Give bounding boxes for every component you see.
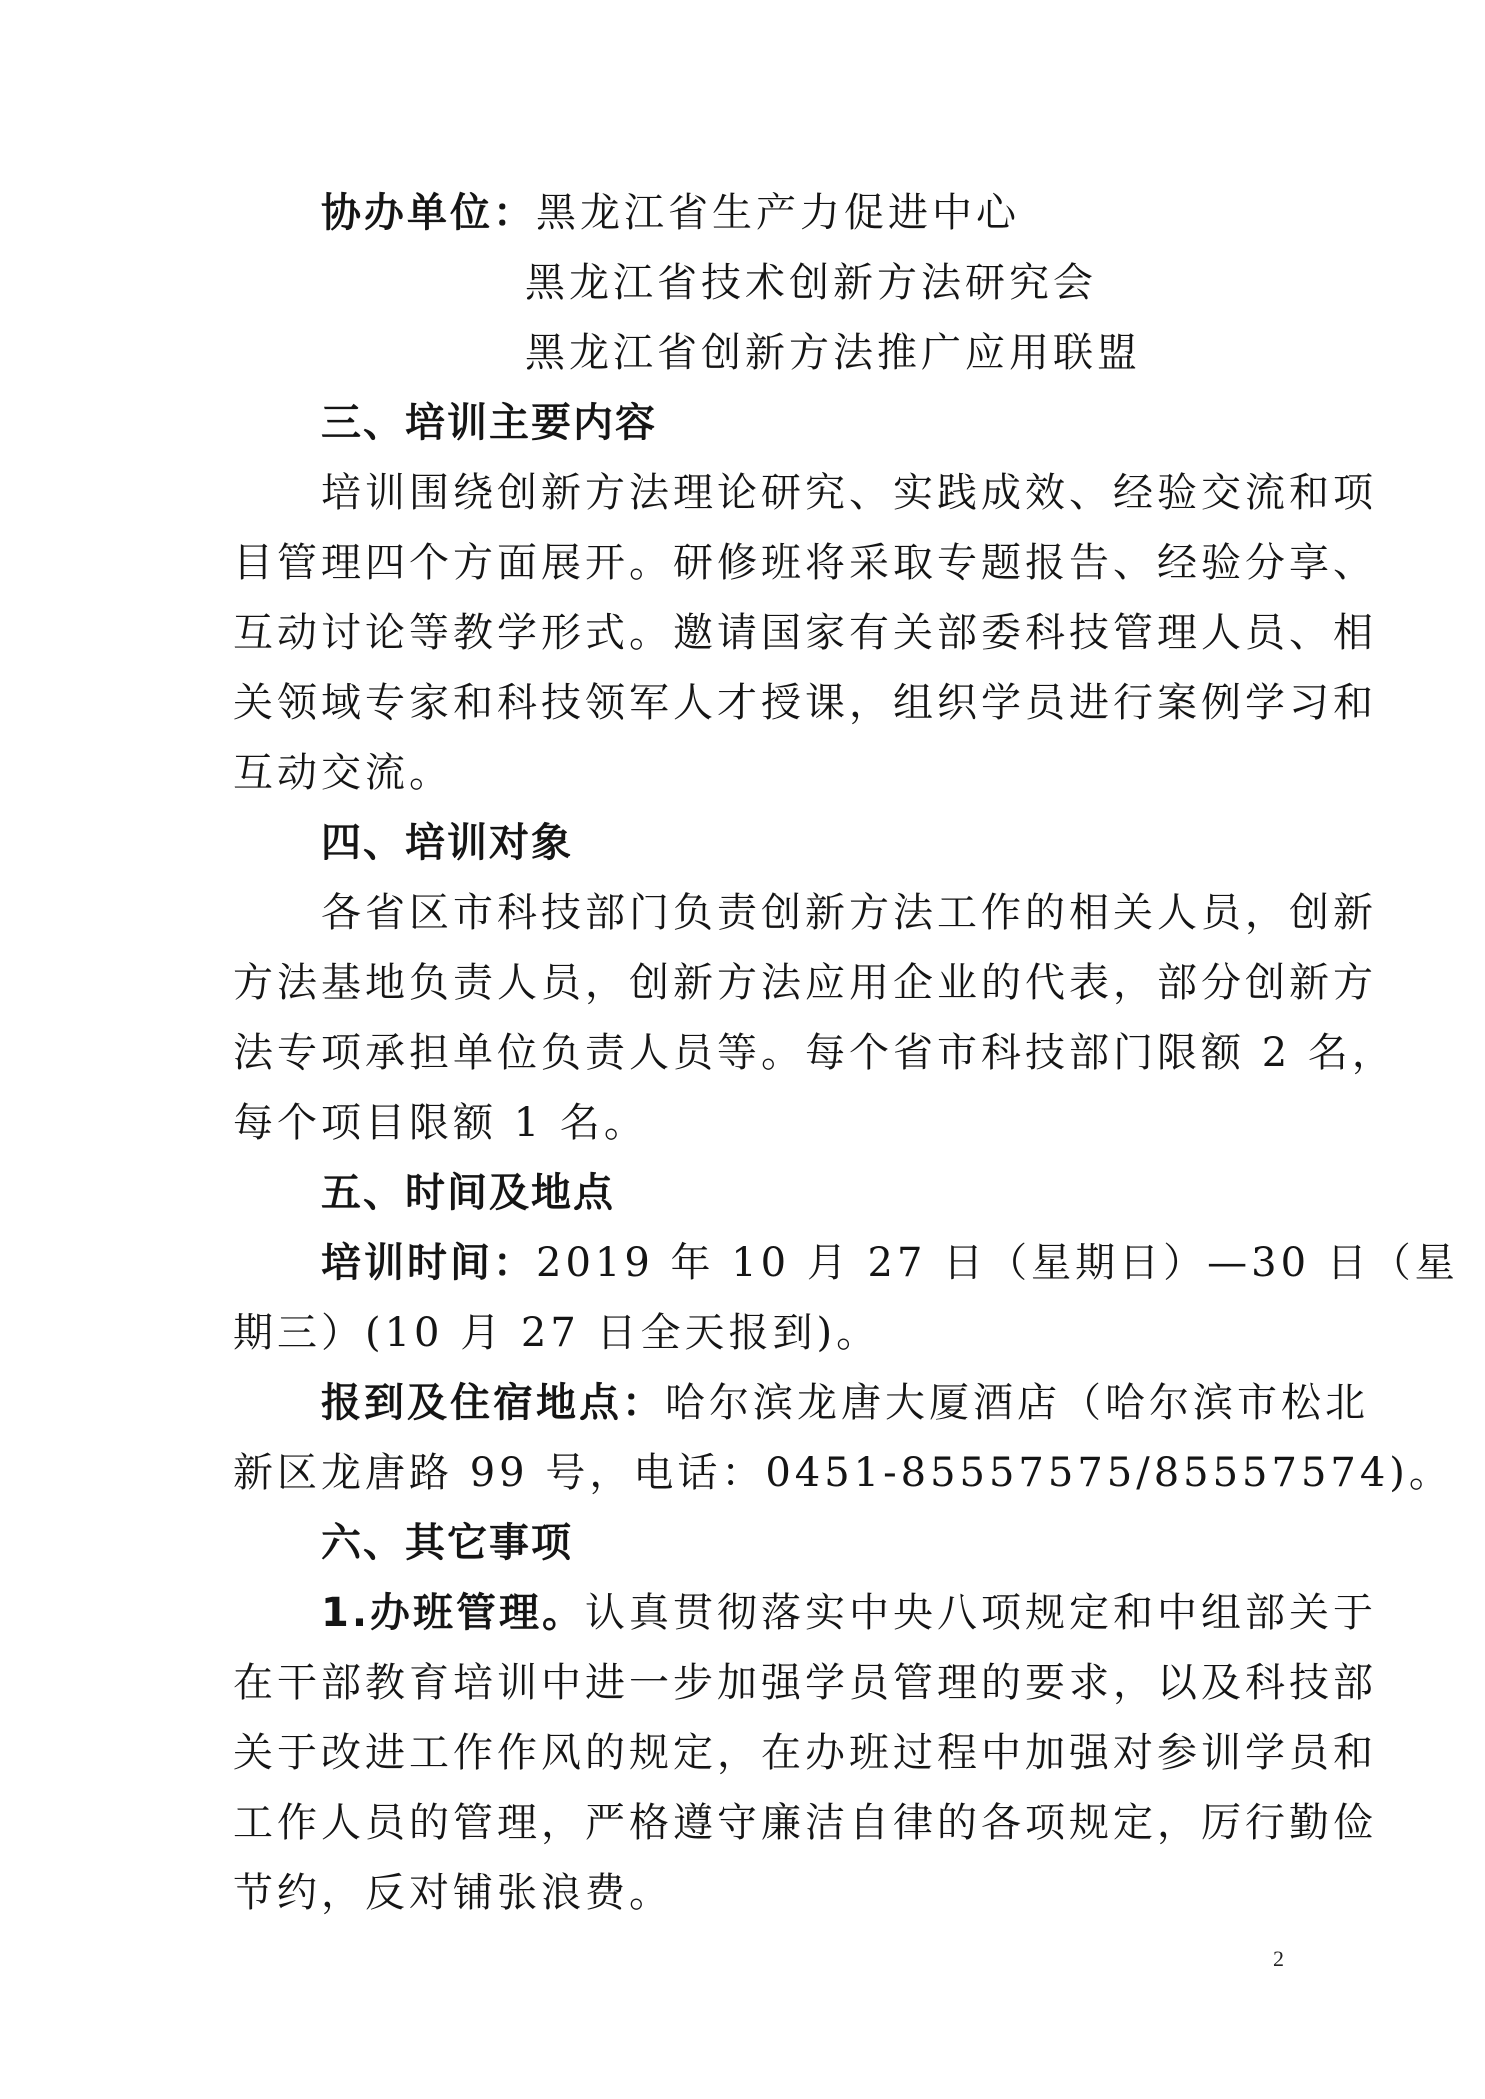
venue-value: 哈尔滨龙唐大厦酒店（哈尔滨市松北 — [665, 1380, 1369, 1426]
paragraph-line: 各省区市科技部门负责创新方法工作的相关人员，创新 — [321, 890, 1377, 936]
paragraph-line: 关领域专家和科技领军人才授课，组织学员进行案例学习和 — [233, 680, 1377, 726]
paragraph-line: 工作人员的管理，严格遵守廉洁自律的各项规定，厉行勤俭 — [233, 1800, 1377, 1846]
assisting-unit: 黑龙江省技术创新方法研究会 — [525, 260, 1097, 306]
paragraph-line: 期三）(10 月 27 日全天报到)。 — [233, 1310, 881, 1356]
paragraph-line: 互动讨论等教学形式。邀请国家有关部委科技管理人员、相 — [233, 610, 1377, 656]
assisting-units-line-1 — [233, 178, 1298, 248]
assisting-units-line-2 — [233, 248, 1298, 318]
paragraph-line: 关于改进工作作风的规定，在办班过程中加强对参训学员和 — [233, 1730, 1377, 1776]
training-time-value: 2019 年 10 月 27 日（星期日）—30 日（星 — [536, 1240, 1459, 1286]
section-heading-trainees: 四、培训对象 — [321, 820, 573, 866]
assisting-unit: 黑龙江省生产力促进中心 — [536, 190, 1020, 236]
paragraph-line: 目管理四个方面展开。研修班将采取专题报告、经验分享、 — [233, 540, 1377, 586]
assisting-units-line-3 — [233, 318, 1298, 388]
paragraph-line: 在干部教育培训中进一步加强学员管理的要求，以及科技部 — [233, 1660, 1377, 1706]
assisting-units-label: 协办单位： — [321, 190, 536, 236]
venue-line — [233, 1368, 1369, 1438]
item-management-text: 认真贯彻落实中央八项规定和中组部关于 — [585, 1590, 1378, 1636]
paragraph-line: 新区龙唐路 99 号，电话：0451-85557575/85557574)。 — [233, 1450, 1453, 1496]
training-time-line — [233, 1228, 1459, 1298]
paragraph-line: 互动交流。 — [233, 750, 453, 796]
paragraph-line: 法专项承担单位负责人员等。每个省市科技部门限额 2 名， — [233, 1030, 1396, 1076]
venue-label: 报到及住宿地点： — [321, 1380, 665, 1426]
paragraph-line: 方法基地负责人员，创新方法应用企业的代表，部分创新方 — [233, 960, 1377, 1006]
paragraph-line: 培训围绕创新方法理论研究、实践成效、经验交流和项 — [321, 470, 1377, 516]
paragraph-line: 每个项目限额 1 名。 — [233, 1100, 648, 1146]
section-heading-content: 三、培训主要内容 — [321, 400, 657, 446]
section-heading-time-place: 五、时间及地点 — [321, 1170, 615, 1216]
page-number: 2 — [1273, 1946, 1284, 1971]
item-management-line — [233, 1578, 1378, 1648]
section-heading-other: 六、其它事项 — [321, 1520, 573, 1566]
document-body — [233, 178, 1459, 1928]
training-time-label: 培训时间： — [321, 1240, 536, 1286]
assisting-unit: 黑龙江省创新方法推广应用联盟 — [525, 330, 1141, 376]
paragraph-line: 节约，反对铺张浪费。 — [233, 1870, 673, 1916]
item-management-label: 1.办班管理。 — [321, 1590, 586, 1636]
